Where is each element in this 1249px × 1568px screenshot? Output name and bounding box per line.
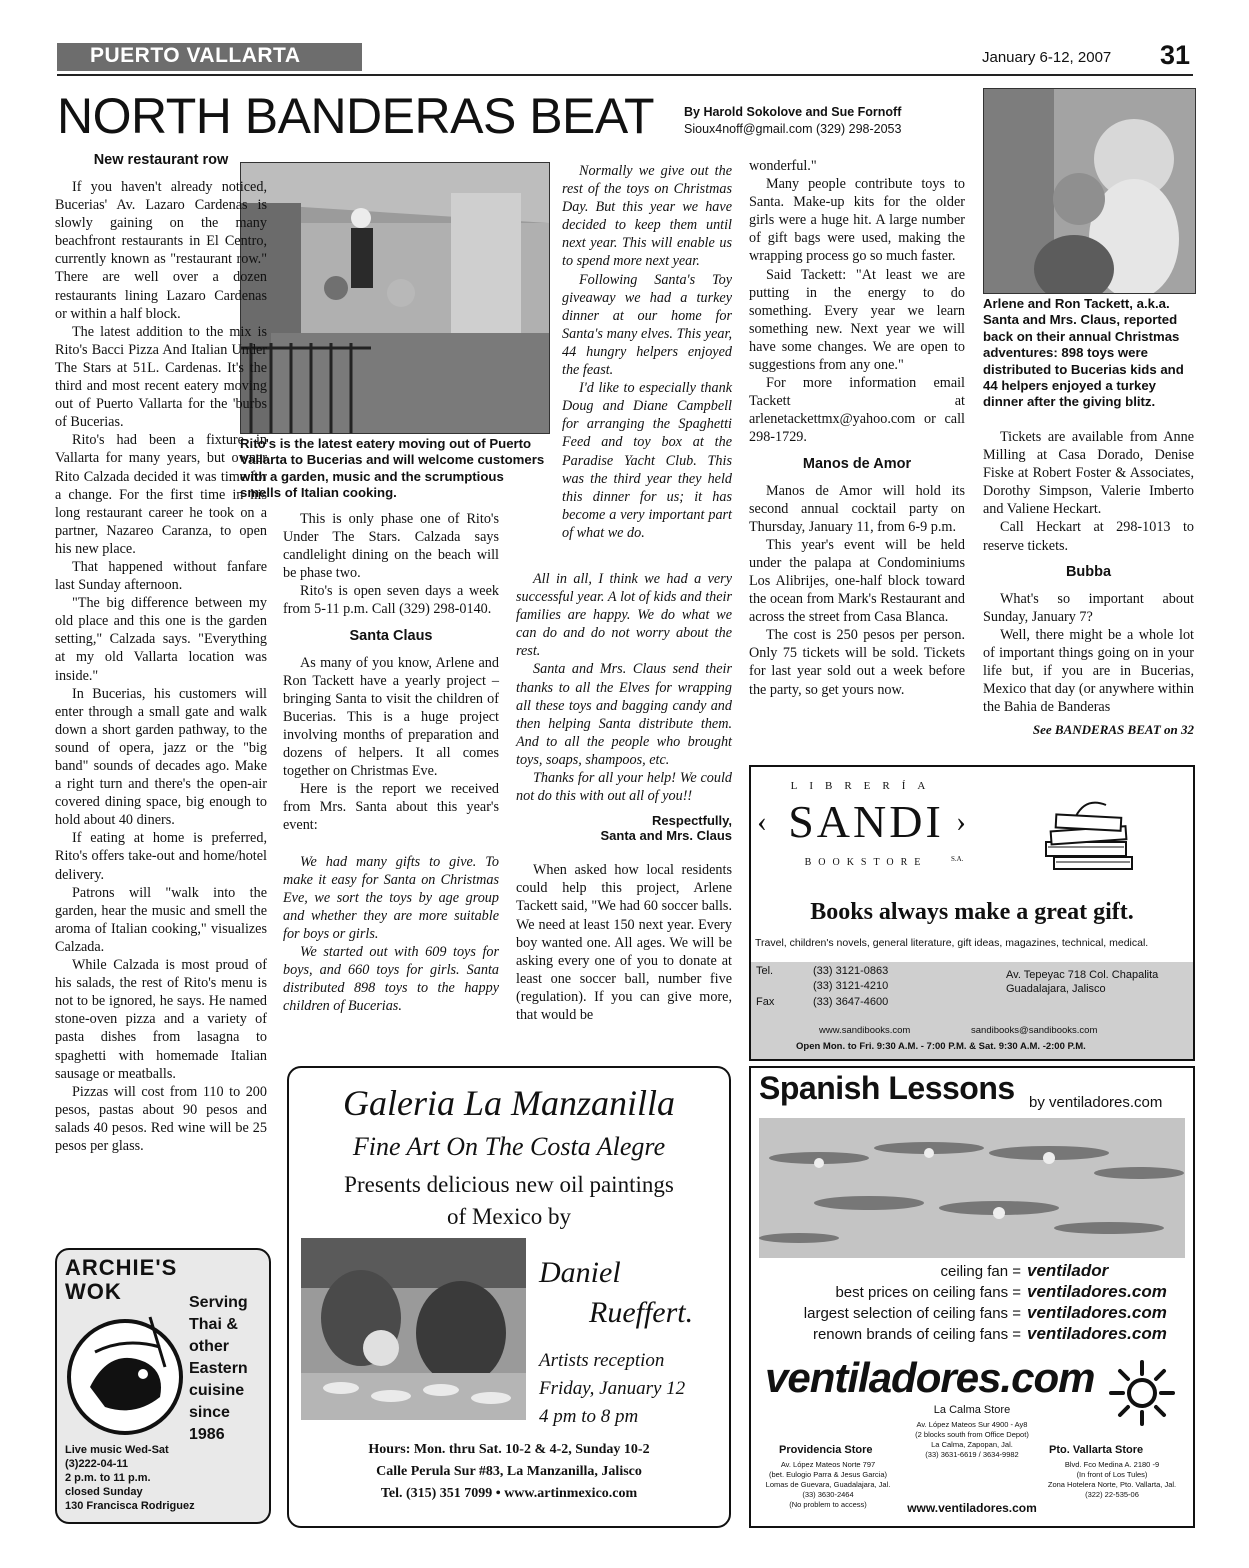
heading-restaurant-row: New restaurant row bbox=[93, 152, 229, 168]
ventiladores-logo: ventiladores.com bbox=[765, 1354, 1095, 1401]
paragraph: As many of you know, Arlene and Ron Tackett have a yearly project – bringing Santa to visit the children of Bucerias. This is a huge project involving months of preparation and dozens of helpers. It all comes together on Christmas Eve. bbox=[283, 654, 499, 780]
sandi-logo: SANDI bbox=[788, 796, 944, 847]
paragraph: This is only phase one of Rito's Under The Stars. Calzada says candlelight dining on the beach will be phase two. bbox=[283, 511, 499, 582]
spanish-row-label: largest selection of ceiling fans = bbox=[803, 1305, 1021, 1322]
ritos-photo bbox=[240, 162, 550, 434]
spanish-row-label: ceiling fan = bbox=[940, 1263, 1021, 1280]
archies-text: Serving bbox=[189, 1294, 248, 1311]
providencia-line: Av. López Mateos Norte 797 bbox=[780, 1460, 876, 1469]
paragraph: I'd like to especially thank Doug and Diane Campbell for arranging the Spaghetti Feed and toy box at the Paradise Yacht Club. This was the third year they held this dinner for us; it has become a very important part of what we do. bbox=[562, 380, 732, 541]
providencia-title: Providencia Store bbox=[779, 1444, 873, 1456]
sandi-tel: (33) 3121-4210 bbox=[813, 980, 889, 992]
archies-text: 1986 bbox=[189, 1426, 225, 1443]
reception-line: Friday, January 12 bbox=[539, 1378, 686, 1399]
signoff: Santa and Mrs. Claus bbox=[600, 828, 732, 844]
header-rule bbox=[57, 74, 1193, 76]
byline: By Harold Sokolove and Sue Fornoff bbox=[684, 105, 902, 119]
paragraph: We had many gifts to give. To make it easy for Santa on Christmas Eve, we sort the toys by age group and whether they are more suitable for boys or girls. bbox=[283, 853, 499, 942]
chevron-right-icon: › bbox=[956, 805, 966, 838]
archies-info: 130 Francisca Rodriguez bbox=[65, 1500, 195, 1512]
paragraph: "The big difference between my old place and this one is the garden setting," Calzada says. "Everything at my old Vallarta location was inside." bbox=[55, 595, 267, 684]
sandi-tel: (33) 3121-0863 bbox=[813, 965, 889, 977]
paragraph: Santa and Mrs. Claus send their thanks to all the Elves for wrapping all these toys and bagging candy and then helping Santa distribute them. And to all the people who brought toys, soaps, shampoos, etc. bbox=[516, 661, 732, 768]
galeria-presents: Presents delicious new oil paintings bbox=[344, 1172, 674, 1197]
archies-text: Thai & bbox=[189, 1316, 238, 1333]
spanish-row-label: best prices on ceiling fans = bbox=[835, 1284, 1021, 1301]
galeria-of: of Mexico by bbox=[447, 1204, 571, 1229]
archies-text: Eastern bbox=[189, 1360, 248, 1377]
paragraph: Rito's is open seven days a week from 5-11 p.m. Call (329) 298-0140. bbox=[283, 583, 499, 618]
sandi-desc: Travel, children's novels, general literature, gift ideas, magazines, technical, medical. bbox=[755, 937, 1149, 949]
spanish-row-value: ventiladores.com bbox=[1027, 1324, 1167, 1343]
store-line: Av. López Mateos Sur 4900 - Ay8 bbox=[916, 1420, 1028, 1429]
vallarta-line: (In front of Los Tules) bbox=[1076, 1470, 1148, 1479]
ad-archies-wok bbox=[55, 1248, 271, 1524]
spanish-row-value: ventilador bbox=[1027, 1261, 1109, 1280]
wok-fish-icon bbox=[65, 1312, 185, 1447]
ad-sandi-bookstore bbox=[749, 765, 1195, 1061]
vallarta-title: Pto. Vallarta Store bbox=[1049, 1444, 1144, 1456]
artist-first-name: Daniel bbox=[539, 1256, 621, 1289]
store-line: La Calma, Zapopan, Jal. bbox=[931, 1440, 1013, 1449]
paragraph: Thanks for all your help! We could not do this with out all of you!! bbox=[516, 770, 732, 805]
providencia-line: (bet. Eulogio Parra & Jesus Garcia) bbox=[769, 1470, 887, 1479]
paragraph: This year's event will be held under the palapa at Condominiums Los Alibrijes, one-half block toward the ocean from Mark's Restaurant and across the street from Casa Blanca. bbox=[749, 536, 965, 626]
paragraph: Well, there might be a whole lot of important things going on in your life but, if you are in Bucerias, Mexico that day (or anywhere within the Bahia de Banderas bbox=[983, 626, 1194, 716]
archies-info: (3)222-04-11 bbox=[65, 1458, 128, 1470]
reception-line: 4 pm to 8 pm bbox=[539, 1406, 639, 1427]
sandi-fax: (33) 3647-4600 bbox=[813, 996, 889, 1008]
sandi-address: Guadalajara, Jalisco bbox=[1006, 983, 1106, 995]
page-number: 31 bbox=[1160, 40, 1191, 70]
column-2 bbox=[283, 510, 499, 1015]
sandi-web: www.sandibooks.com bbox=[819, 1025, 911, 1036]
paragraph: Pizzas will cost from 110 to 200 pesos, pastas about 90 pesos and salads 40 pesos. Red wine will be 25 pesos per glass. bbox=[55, 1083, 267, 1154]
fan-showroom-photo bbox=[759, 1118, 1185, 1258]
books-icon bbox=[1036, 787, 1146, 882]
ritos-photo-caption: Rito's is the latest eatery moving out of Puerto Vallarta to Bucerias and will welcome customers with a garden, music and the scrumptious smells of Italian cooking. bbox=[240, 436, 545, 501]
heading-manos-de-amor: Manos de Amor bbox=[802, 455, 912, 472]
heading-santa-claus: Santa Claus bbox=[349, 627, 433, 644]
archies-info: closed Sunday bbox=[65, 1486, 143, 1498]
reception-line: Artists reception bbox=[539, 1350, 665, 1371]
ad-galeria-la-manzanilla bbox=[287, 1066, 731, 1528]
paragraph: Tickets are available from Anne Milling at Casa Dorado, Denise Fiske at Robert Foster & Associates, Dorothy Simpson, Valerie Imberto and Valiene Heckart. bbox=[983, 429, 1194, 518]
paragraph: wonderful." bbox=[749, 158, 817, 174]
sandi-fax-label: Fax bbox=[756, 996, 775, 1008]
ventiladores-web: www.ventiladores.com bbox=[907, 1501, 1037, 1515]
spanish-title: Spanish Lessons bbox=[759, 1070, 1015, 1106]
paragraph: We started out with 609 toys for boys, and 660 toys for girls. Santa distributed 898 toys to the happy children of Bucerias. bbox=[283, 943, 499, 1015]
paragraph: When asked how local residents could help this project, Arlene Tackett said, "We had 60 soccer balls. We need at least 150 next year. Every boy wanted one. All ages. We will be asking every one of you to donate at least one soccer ball, number five (regulation). If you can give more, that would be bbox=[516, 862, 732, 1023]
paragraph: The cost is 250 pesos per person. Only 75 tickets will be sold. Tickets for last year sold out a week before the party, so get yours now. bbox=[749, 627, 965, 698]
paragraph: Normally we give out the rest of the toys on Christmas Day. But this year we have decided to keep them until next year. This will enable us to spend more next year. bbox=[562, 163, 732, 270]
column-3-bottom bbox=[516, 570, 732, 1024]
store-line: (33) 3631-6619 / 3634-9982 bbox=[925, 1450, 1019, 1459]
store-name: La Calma Store bbox=[933, 1404, 1011, 1416]
paragraph: Many people contribute toys to Santa. Make-up kits for the older girls were a huge hit. A large number of gift bags were used, making the wrapping process go so much faster. bbox=[749, 176, 965, 265]
spanish-by: by ventiladores.com bbox=[1029, 1094, 1163, 1111]
paragraph: Call Heckart at 298-1013 to reserve tickets. bbox=[983, 519, 1194, 554]
archies-info: 2 p.m. to 11 p.m. bbox=[65, 1472, 151, 1484]
providencia-line: (33) 3630-2464 bbox=[802, 1490, 854, 1499]
paragraph: In Bucerias, his customers will enter through a small gate and walk down a short garden pathway, to the sound of opera, jazz or the "big band" sounds of decades ago. Make a right turn and there's the open-air covered dining space, big enough to hold about 40 diners. bbox=[55, 685, 267, 829]
byline-contact: Sioux4noff@gmail.com (329) 298-2053 bbox=[684, 122, 902, 136]
chevron-left-icon: ‹ bbox=[757, 805, 767, 838]
archies-text: other bbox=[189, 1338, 229, 1355]
vallarta-line: (322) 22-535-06 bbox=[1085, 1490, 1139, 1499]
sandi-tagline: Books always make a great gift. bbox=[810, 899, 1134, 925]
ritos-photo-image bbox=[241, 163, 549, 433]
sandi-sa: S.A. bbox=[951, 855, 964, 863]
paragraph: Following Santa's Toy giveaway we had a turkey dinner at our home for Santa's many elves. This year, 44 hungry helpers enjoyed the feast. bbox=[562, 271, 732, 379]
paragraph: What's so important about Sunday, January 7? bbox=[983, 590, 1194, 625]
galeria-subtitle: Fine Art On The Costa Alegre bbox=[352, 1132, 666, 1161]
sandi-top: LIBRERÍA bbox=[790, 780, 938, 792]
paragraph: That happened without fanfare last Sunday afternoon. bbox=[55, 558, 267, 594]
archies-logo: ARCHIE'S WOK bbox=[65, 1255, 178, 1304]
galeria-hours: Hours: Mon. thru Sat. 10-2 & 4-2, Sunday 10-2 bbox=[368, 1442, 650, 1457]
paragraph: All in all, I think we had a very successful year. A lot of kids and their families are happy. We do what we can do and do not worry about the rest. bbox=[516, 571, 732, 660]
paragraph: Here is the report we received from Mrs. Santa about this year's event: bbox=[283, 781, 499, 834]
page-title: NORTH BANDERAS BEAT bbox=[57, 88, 655, 144]
archies-info: Live music Wed-Sat bbox=[65, 1444, 169, 1456]
paragraph: If eating at home is preferred, Rito's offers take-out and home/hotel delivery. bbox=[55, 830, 267, 883]
paragraph: While Calzada is most proud of his salads, the rest of Rito's menu is not to be ignored, he says. He named stone-oven pizza and a variety of pasta dishes from lasagna to spaghetti with homemade Italian sausage or meatballs. bbox=[55, 957, 267, 1082]
archies-text: since bbox=[189, 1404, 230, 1421]
vallarta-line: Blvd. Fco Medina A. 2180 -9 bbox=[1064, 1460, 1160, 1469]
providencia-line: Lomas de Guevara, Guadalajara, Jal. bbox=[765, 1480, 891, 1489]
galeria-address: Calle Perula Sur #83, La Manzanilla, Jalisco bbox=[376, 1464, 642, 1479]
column-5 bbox=[983, 428, 1194, 738]
painting-image bbox=[301, 1238, 526, 1420]
signoff: Respectfully, bbox=[652, 813, 732, 829]
section-name: PUERTO VALLARTA bbox=[90, 44, 301, 67]
santa-photo-caption: Arlene and Ron Tackett, a.k.a. Santa and Mrs. Claus, reported back on their annual Christmas adventures: 898 toys were distributed to Bucerias kids and 44 helpers enjoyed a turkey dinner after the giving blitz. bbox=[983, 296, 1184, 410]
paragraph: Manos de Amor will hold its second annual cocktail party on Thursday, January 11, from 6-9 p.m. bbox=[749, 482, 965, 535]
santa-photo-image bbox=[984, 89, 1195, 293]
paragraph: For more information email Tackett at arlenetackettmx@yahoo.com or call 298-1729. bbox=[749, 375, 965, 446]
paragraph: Patrons will "walk into the garden, hear the music and smell the aroma of Italian cooking," visualizes Calzada. bbox=[55, 884, 267, 955]
galeria-contact: Tel. (315) 351 7099 • www.artinmexico.com bbox=[380, 1486, 638, 1501]
sandi-address: Av. Tepeyac 718 Col. Chapalita bbox=[1006, 969, 1159, 981]
paragraph: If you haven't already noticed, Bucerias' Av. Lazaro Cardenas is slowly gaining on the many beachfront restaurants in El Centro, currently known as "restaurant row." There are well over a dozen restaurants lining Lazaro Cardenas or within a half block. bbox=[55, 179, 267, 322]
archies-text: cuisine bbox=[189, 1382, 245, 1399]
vallarta-line: Zona Hotelera Norte, Pto. Vallarta, Jal. bbox=[1047, 1480, 1177, 1489]
sandi-sub: BOOKSTORE bbox=[804, 857, 928, 868]
galeria-title: Galeria La Manzanilla bbox=[342, 1083, 675, 1123]
ad-spanish-lessons bbox=[749, 1066, 1195, 1528]
spanish-row-value: ventiladores.com bbox=[1027, 1303, 1167, 1322]
column-4 bbox=[749, 157, 965, 699]
santa-photo bbox=[983, 88, 1196, 294]
column-3-top bbox=[562, 162, 732, 542]
column-1 bbox=[55, 150, 267, 1155]
issue-date: January 6-12, 2007 bbox=[982, 49, 1112, 66]
store-line: (2 blocks south from Office Depot) bbox=[915, 1430, 1029, 1439]
paragraph: Rito's had been a fixture in Vallarta for many years, but owner Rito Calzada decided it was time for a change. For the first time in his long restaurant career he took on a partner, Nazareo Caranza, to open his new place. bbox=[55, 432, 267, 557]
paragraph: Said Tackett: "At least we are putting in the energy to do something. Every year we learn something new. Next year we will have some changes. We are open to suggestions from any one." bbox=[749, 266, 965, 374]
providencia-line: (No problem to access) bbox=[789, 1500, 867, 1509]
artist-last-name: Rueffert. bbox=[589, 1296, 694, 1329]
spanish-row-value: ventiladores.com bbox=[1027, 1282, 1167, 1301]
jump-line: See BANDERAS BEAT on 32 bbox=[1032, 722, 1194, 738]
sandi-tel-label: Tel. bbox=[756, 965, 774, 977]
sandi-email: sandibooks@sandibooks.com bbox=[971, 1025, 1098, 1036]
spanish-row-label: renown brands of ceiling fans = bbox=[812, 1326, 1021, 1343]
sandi-hours: Open Mon. to Fri. 9:30 A.M. - 7:00 P.M. & Sat. 9:30 A.M. -2:00 P.M. bbox=[796, 1041, 1086, 1052]
paragraph: The latest addition to the mix is Rito's Bacci Pizza And Italian Under The Stars at 51L. Cardenas. It's the third and most recent eatery moving out of Puerto Vallarta for the 'burbs of Bucerias. bbox=[55, 323, 267, 431]
heading-bubba: Bubba bbox=[1065, 563, 1112, 580]
